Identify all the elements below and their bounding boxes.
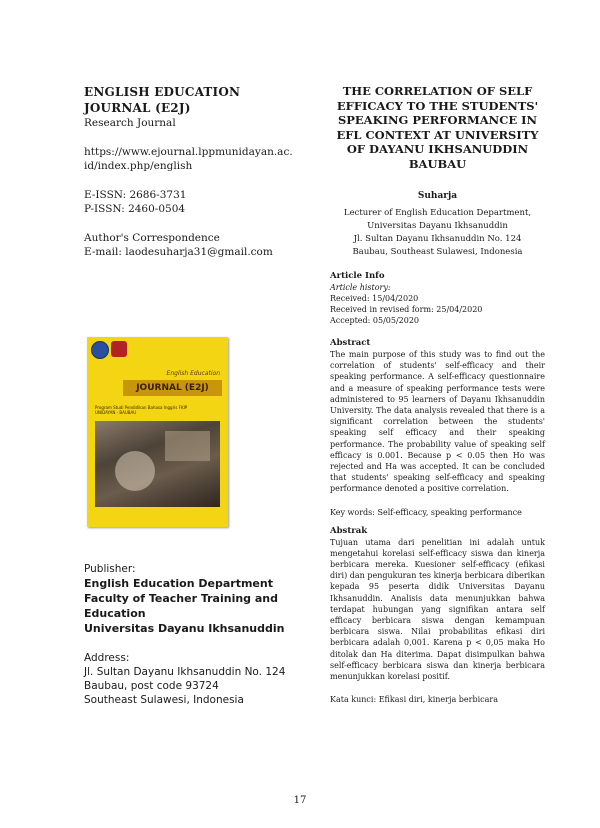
publisher-line: Universitas Dayanu Ikhsanuddin (84, 622, 285, 635)
publisher-block (84, 562, 299, 707)
abstract-text: The main purpose of this study was to find out the correlation of students' self-efficacy and their speaking performance. A self-efficacy questionnaire and a measure of speaking performance tests were administered to 95 learners of Dayanu Ikhsanuddin University. The data analysis revealed that there is a significant correlation between the students' speaking self efficacy and their speaking performance. The probability value of speaking self efficacy is 0.001. Because p < 0.05 then Ho was rejected and Ha was accepted. It can be concluded that students' speaking self-efficacy and speaking performance denoted a positive correlation. (330, 350, 545, 494)
cover-title: JOURNAL (E2J) (123, 380, 222, 396)
address-line: Southeast Sulawesi, Indonesia (84, 694, 244, 706)
correspondence-email[interactable]: E-mail: laodesuharja31@gmail.com (84, 246, 273, 258)
article-history-label: Article history: (330, 283, 391, 292)
cover-subtitle: English Education (166, 370, 220, 377)
publisher-line: English Education Department (84, 577, 273, 590)
revised-date: Received in revised form: 25/04/2020 (330, 305, 483, 314)
correspondence-label: Author's Correspondence (84, 232, 220, 244)
address-line: Jl. Sultan Dayanu Ikhsanuddin No. 124 (84, 666, 286, 678)
author-affiliation (330, 207, 545, 259)
journal-title: ENGLISH EDUCATION JOURNAL (E2J) (84, 85, 241, 115)
address-label: Address: (84, 652, 130, 664)
pissn: P-ISSN: 2460-0504 (84, 203, 186, 215)
affiliation-line: Baubau, Southeast Sulawesi, Indonesia (352, 247, 523, 257)
cover-program: Program Studi Pendidikan Bahasa Inggris FKIP UNIDAYAN - BAUBAU (95, 405, 188, 415)
journal-type: Research Journal (84, 117, 176, 129)
keywords: Key words: Self-efficacy, speaking performance (330, 507, 522, 517)
journal-info (84, 84, 294, 259)
affiliation-line: Universitas Dayanu Ikhsanuddin (367, 221, 508, 231)
faculty-logo-icon (111, 341, 127, 357)
author-name: Suharja (417, 191, 458, 201)
abstrak-heading: Abstrak (330, 525, 368, 536)
article-column (330, 84, 545, 705)
affiliation-line: Lecturer of English Education Department, (343, 208, 532, 218)
received-date: Received: 15/04/2020 (330, 294, 419, 303)
address-line: Baubau, post code 93724 (84, 680, 219, 692)
university-logo-icon (91, 341, 109, 359)
article-info-heading: Article Info (330, 271, 385, 281)
publisher-label: Publisher: (84, 563, 136, 575)
journal-cover (87, 337, 228, 527)
kata-kunci: Kata kunci: Efikasi diri, kinerja berbicara (330, 695, 498, 705)
accepted-date: Accepted: 05/05/2020 (330, 316, 420, 325)
eissn: E-ISSN: 2686-3731 (84, 189, 187, 201)
cover-photo (95, 421, 220, 507)
affiliation-line: Jl. Sultan Dayanu Ikhsanuddin No. 124 (353, 234, 522, 244)
abstrak-text: Tujuan utama dari penelitian ini adalah untuk mengetahui korelasi self-efficacy siswa dan kinerja berbicara mereka. Kuesioner self-efficacy (efikasi diri) dan pengukuran tes kinerja berbicara diberikan kepada 95 peserta didik Universitas Dayanu Ikhsanuddin. Analisis data menunjukkan bahwa terdapat hubungan yang signifikan antara self efficacy berbicara siswa dengan kemampuan berbicara siswa. Nilai probabilitas efikasi diri berbicara adalah 0,001. Karena p < 0,05 maka Ho ditolak dan Ha diterima. Dapat disimpulkan bahwa self-efficacy berbicara siswa dan kinerja berbicara menunjukkan korelasi positif. (330, 537, 545, 682)
abstract-heading: Abstract (330, 338, 371, 348)
paper-title: THE CORRELATION OF SELF EFFICACY TO THE STUDENTS' SPEAKING PERFORMANCE IN EFL CONTEXT AT UNIVERSITY OF DAYANU IKHSANUDDIN BAUBAU (336, 84, 539, 171)
publisher-line: Faculty of Teacher Training and Education (84, 592, 279, 620)
page-number: 17 (293, 795, 307, 806)
journal-url[interactable]: https://www.ejournal.lppmunidayan.ac.id/index.php/english (84, 146, 293, 172)
